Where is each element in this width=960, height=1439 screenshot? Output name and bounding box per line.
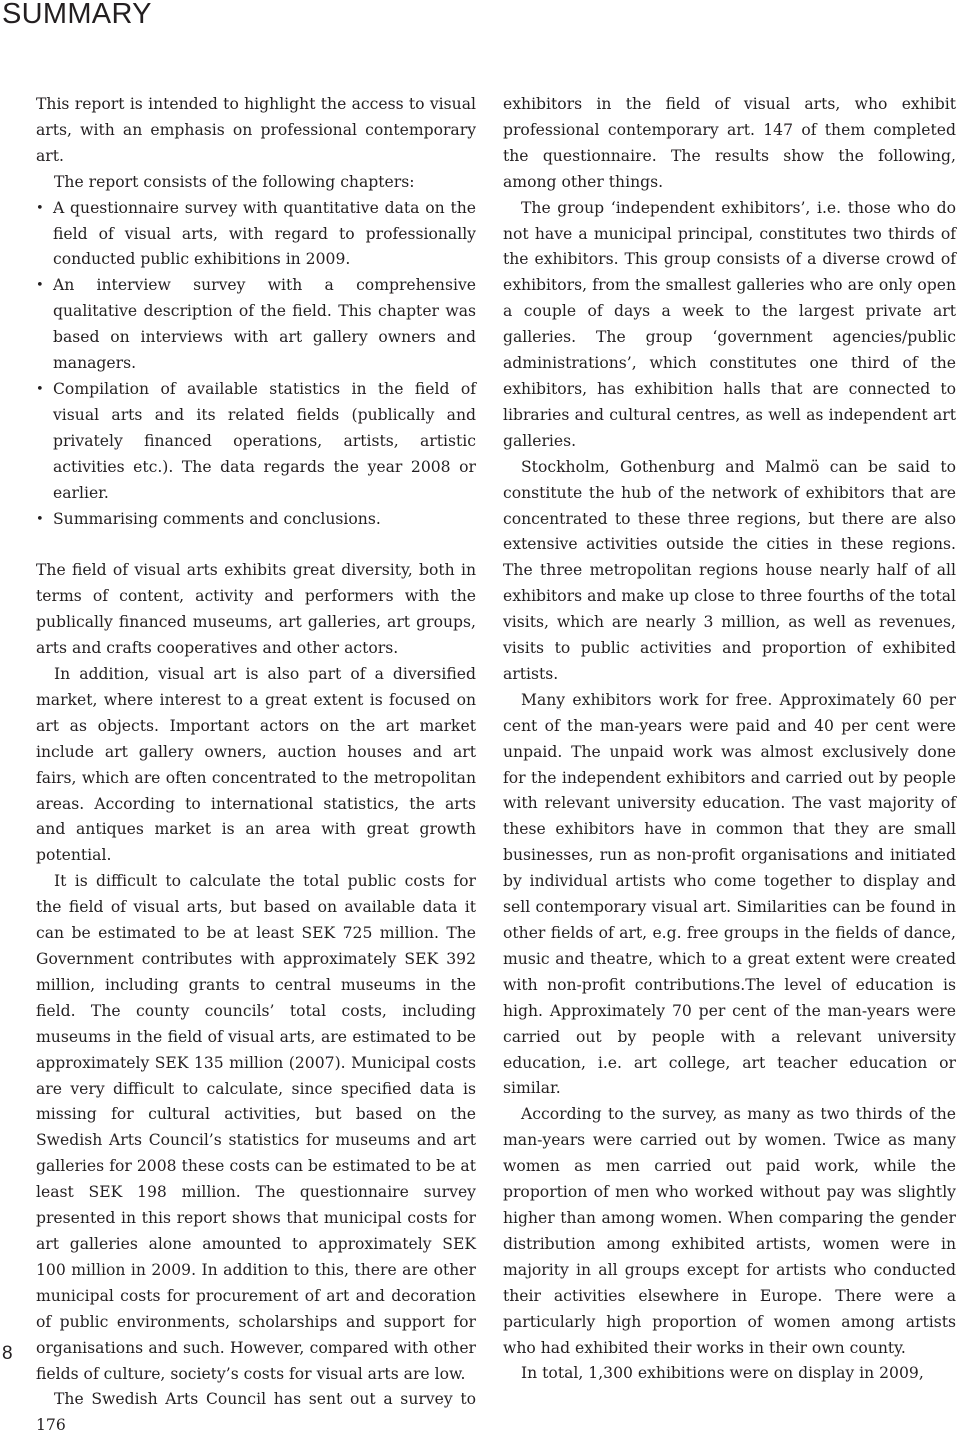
page-number: 8 <box>2 1343 13 1364</box>
chapter-list-item: • An interview survey with a comprehensive qualitative description of the field. This chapter was based on interviews with art gallery owners and managers. <box>36 273 476 377</box>
body-paragraph: In total, 1,300 exhibitions were on display in 2009, <box>521 1364 924 1383</box>
body-paragraph: exhibitors in the field of visual arts, who exhibit professional contemporary art. 147 of them completed the questionnaire. The results show the following, among other things. <box>503 95 956 191</box>
chapters-intro: The report consists of the following chapters: <box>54 172 415 191</box>
body-paragraph: In addition, visual art is also part of a diversified market, where interest to a great extent is focused on art as objects. Important actors on the art market include art gallery owners, auction houses and art fairs, which are often concentrated to the metropolitan areas. According to international statistics, the arts and antiques market is an area with great growth potential. <box>36 665 476 865</box>
chapter-list-item: • A questionnaire survey with quantitative data on the field of visual arts, with regard to professionally conducted public exhibitions in 2009. <box>36 196 476 274</box>
right-column <box>503 92 956 1387</box>
section-spacer <box>36 532 476 558</box>
body-paragraph: The group ‘independent exhibitors’, i.e. those who do not have a municipal principal, constitutes two thirds of the exhibitors. This group consists of a diverse crowd of exhibitors, from the smallest galleries who are only open a couple of days a week to the largest private art galleries. The group ‘government agencies/public administrations’, which constitutes one third of the exhibitors, has exhibition halls that are connected to libraries and cultural centres, as well as independent art galleries. <box>503 198 956 450</box>
intro-paragraph: This report is intended to highlight the access to visual arts, with an emphasis on professional contemporary art. <box>36 95 476 165</box>
chapter-list <box>36 196 476 533</box>
body-paragraph: The Swedish Arts Council has sent out a survey to 176 <box>36 1390 476 1435</box>
page-title: SUMMARY <box>2 0 152 30</box>
body-paragraph: According to the survey, as many as two thirds of the man-years were carried out by women. Twice as many women as men carried out paid work, while the proportion of men who worked without pay was slightly higher than among women. When comparing the gender distribution among exhibited artists, women were in majority in all groups except for artists who conducted their activities elsewhere in Europe. There were a particularly high proportion of women among artists who had exhibited their works in their own county. <box>503 1105 956 1357</box>
left-column <box>36 92 476 1439</box>
body-paragraph: Stockholm, Gothenburg and Malmö can be said to constitute the hub of the network of exhibitors that are concentrated to these three regions, but there are also extensive activities outside the cities in these regions. The three metropolitan regions house nearly half of all exhibitors and make up close to three fourths of the total visits, which are nearly 3 million, as well as revenues, visits to public activities and proportion of exhibited artists. <box>503 457 956 683</box>
chapter-list-item: • Compilation of available statistics in the field of visual arts and its related fields (publically and privately financed operations, artists, artistic activities etc.). The data regards the year 2008 or earlier. <box>36 377 476 507</box>
body-paragraph: Many exhibitors work for free. Approximately 60 per cent of the man-years were paid and 40 per cent were unpaid. The unpaid work was almost exclusively done for the independent exhibitors and carried out by people with relevant university education. The vast majority of these exhibitors have in common that they are small businesses, run as non-profit organisations and initiated by individual artists who come together to display and sell contemporary visual art. Similarities can be found in other fields of art, e.g. free groups in the fields of dance, music and theatre, which to a great extent were created with non-profit contributions.The level of education is high. Approximately 70 per cent of the man-years were carried out by people with a relevant university education, i.e. art college, art teacher education or similar. <box>503 690 956 1098</box>
chapter-list-item: • Summarising comments and conclusions. <box>36 507 476 533</box>
body-paragraph: The field of visual arts exhibits great diversity, both in terms of content, activity and performers with the publically financed museums, art galleries, art groups, arts and crafts cooperatives and other actors. <box>36 561 476 658</box>
body-paragraph: It is difficult to calculate the total public costs for the field of visual arts, but based on available data it can be estimated to be at least SEK 725 million. The Government contributes with approximately SEK 392 million, including grants to central museums in the field. The county councils’ total costs, including museums in the field of visual arts, are estimated to be approximately SEK 135 million (2007). Municipal costs are very difficult to calculate, since specified data is missing for cultural activities, but based on the Swedish Arts Council’s statistics for museums and art galleries for 2008 these costs can be estimated to be at least SEK 198 million. The questionnaire survey presented in this report shows that municipal costs for art galleries alone amounted to approximately SEK 100 million in 2009. In addition to this, there are other municipal costs for procurement of art and decoration of public environments, scholarships and support for organisations and such. However, compared with other fields of culture, society’s costs for visual arts are low. <box>36 872 476 1383</box>
